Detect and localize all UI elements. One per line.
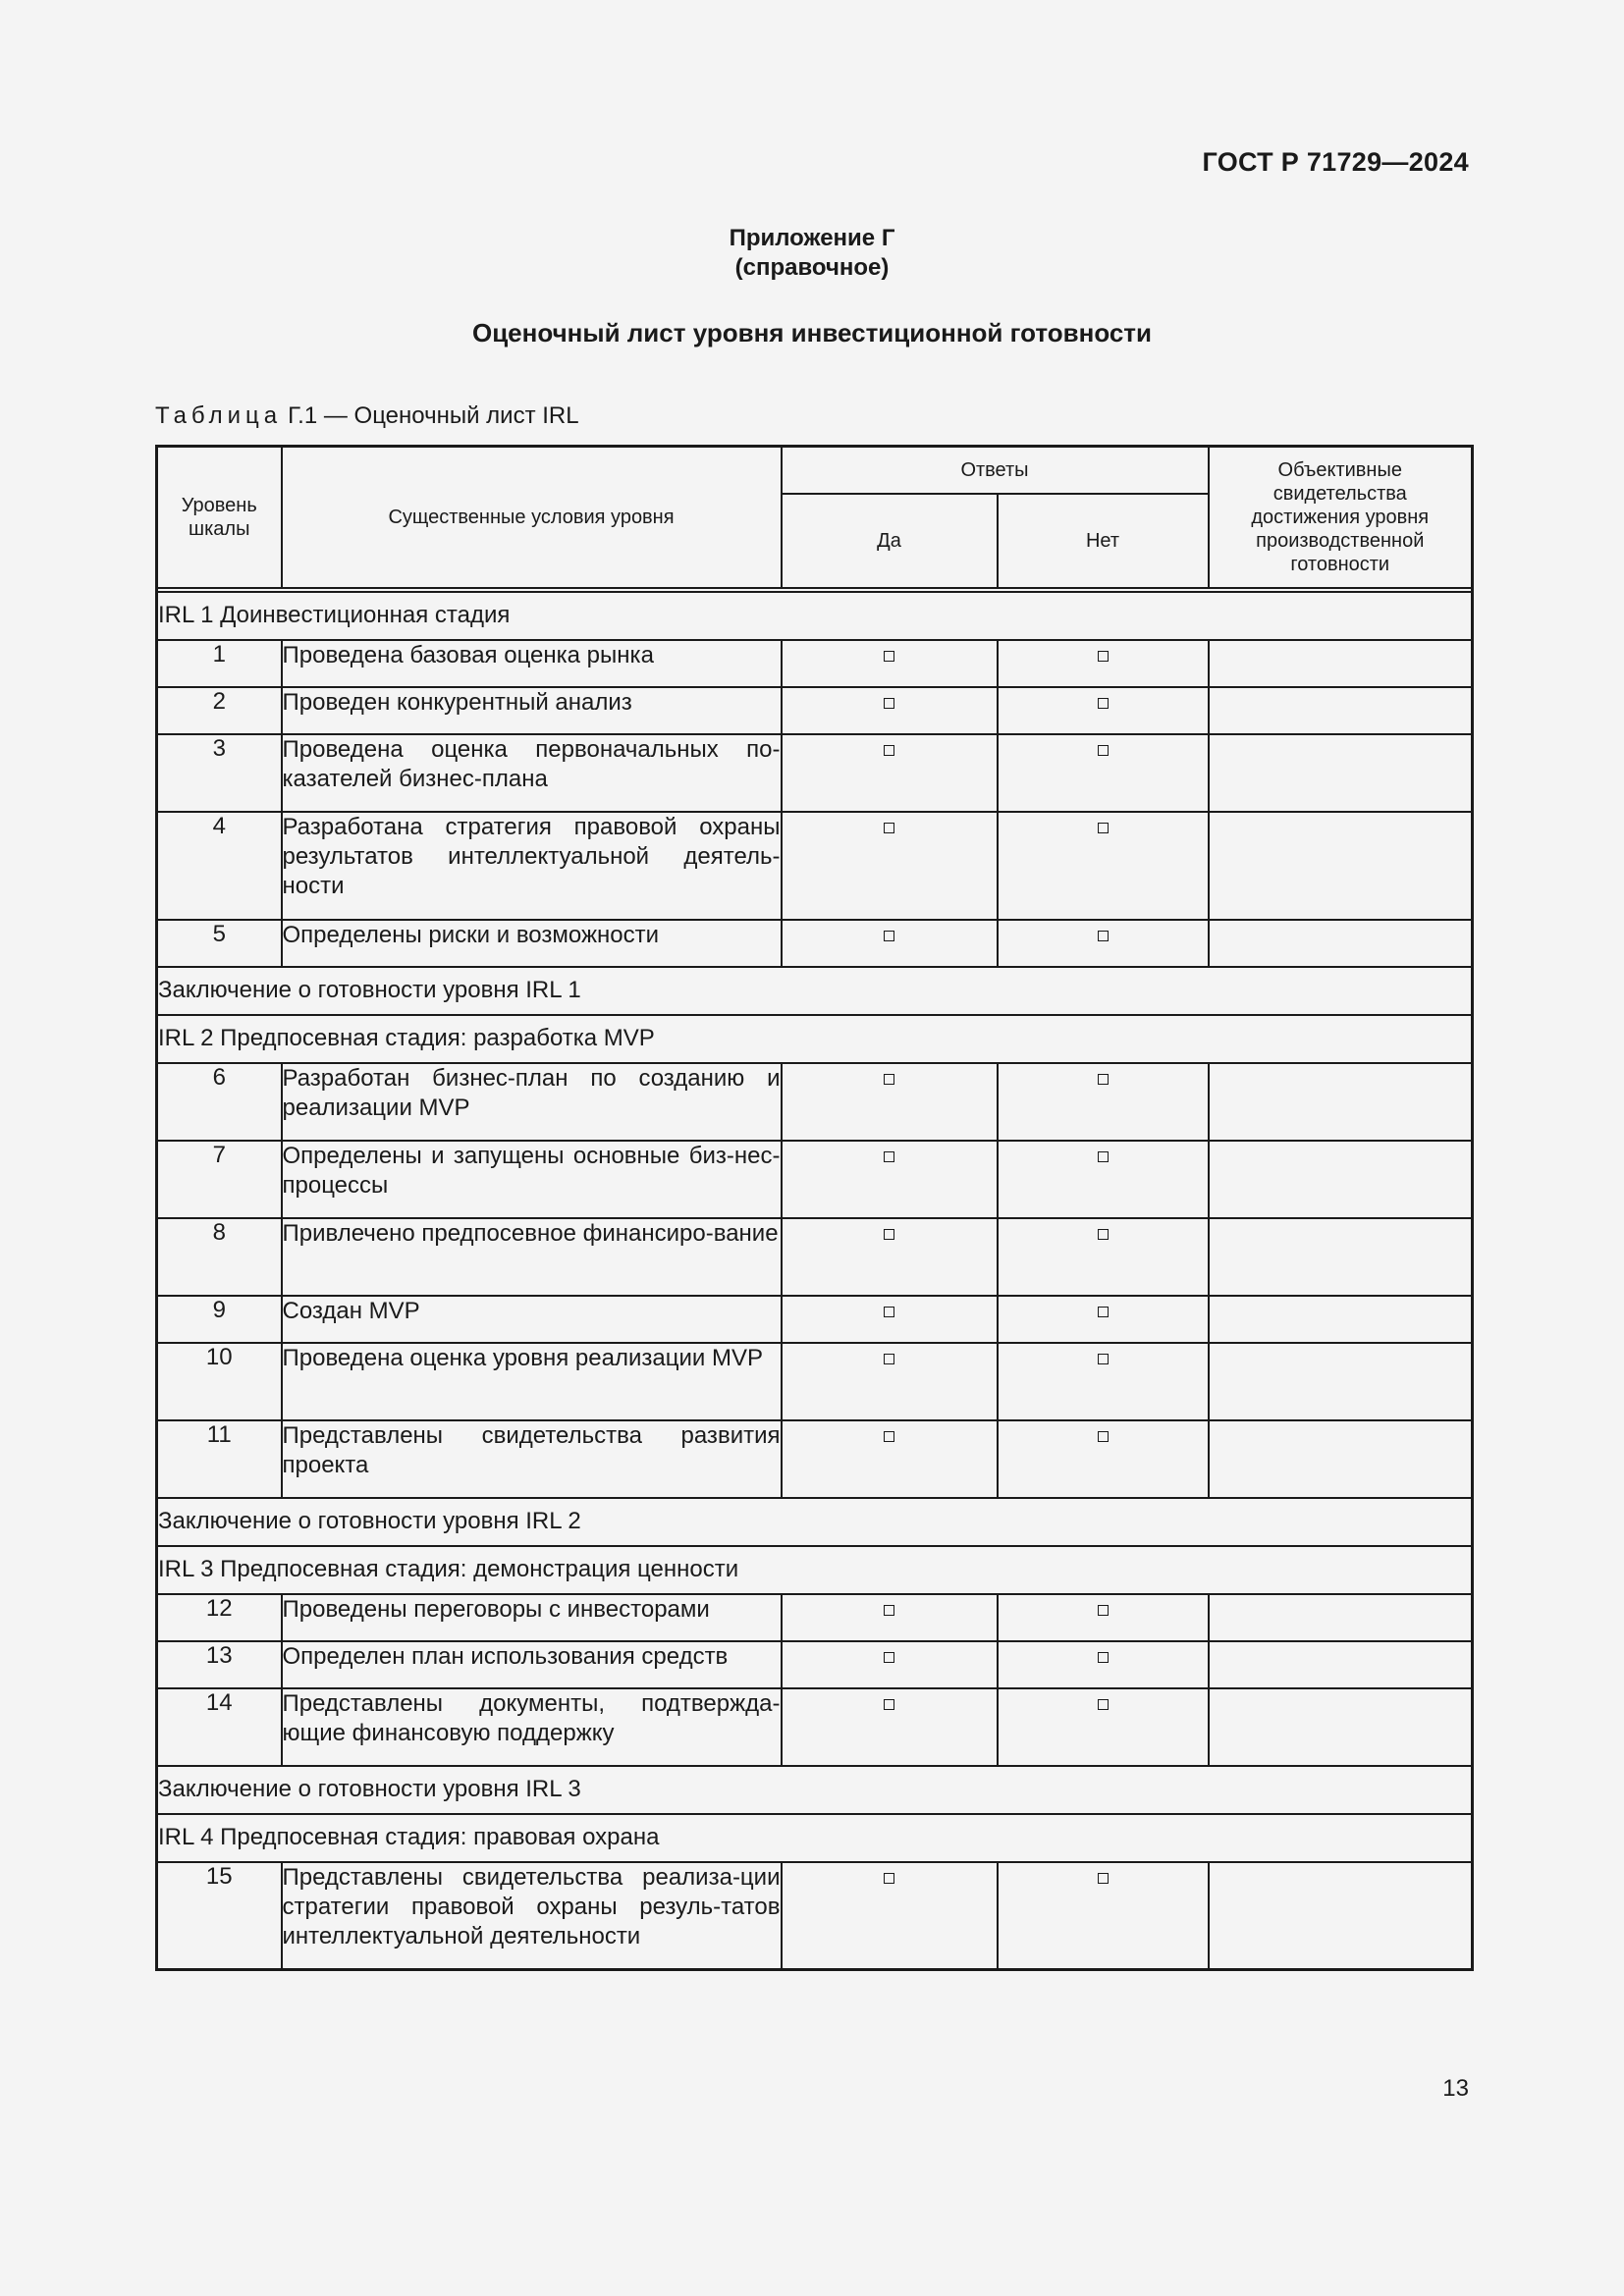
checkbox-icon (1098, 1074, 1109, 1085)
checkbox-icon (1098, 823, 1109, 833)
checkbox-icon (1098, 931, 1109, 941)
row-condition: Определены и запущены основные биз-нес-процессы (282, 1141, 782, 1218)
row-condition: Проведена оценка уровня реализации MVP (282, 1343, 782, 1420)
no-checkbox[interactable] (998, 1688, 1209, 1766)
checkbox-icon (1098, 1431, 1109, 1442)
header-answers: Ответы (782, 447, 1209, 494)
checkbox-icon (1098, 1229, 1109, 1240)
document-code: ГОСТ Р 71729—2024 (1202, 147, 1469, 177)
checkbox-icon (1098, 698, 1109, 709)
checkbox-icon (1098, 1605, 1109, 1616)
row-condition: Представлены свидетельства реализа-ции стратегии правовой охраны резуль-татов интеллектуальной деятельности (282, 1862, 782, 1970)
row-number: 1 (157, 640, 282, 687)
conclusion-irl-1[interactable]: Заключение о готовности уровня IRL 1 (157, 967, 1473, 1015)
row-number: 9 (157, 1296, 282, 1343)
checkbox-icon (884, 1354, 894, 1364)
checkbox-icon (884, 1074, 894, 1085)
header-level (157, 447, 282, 588)
evidence-cell[interactable] (1209, 812, 1473, 920)
checkbox-icon (1098, 1652, 1109, 1663)
table-row (157, 1862, 1473, 1970)
checkbox-icon (884, 1873, 894, 1884)
table-row (157, 687, 1473, 734)
checkbox-icon (884, 823, 894, 833)
row-number: 10 (157, 1343, 282, 1420)
checkbox-icon (884, 1605, 894, 1616)
row-condition: Проведен конкурентный анализ (282, 687, 782, 734)
row-number: 7 (157, 1141, 282, 1218)
row-number: 4 (157, 812, 282, 920)
conclusion-row (157, 1498, 1473, 1546)
no-checkbox[interactable] (998, 1218, 1209, 1296)
no-checkbox[interactable] (998, 1343, 1209, 1420)
row-condition: Разработана стратегия правовой охраны результатов интеллектуальной деятель-ности (282, 812, 782, 920)
section-row (157, 1546, 1473, 1594)
checkbox-icon (884, 1431, 894, 1442)
yes-checkbox[interactable] (782, 734, 998, 812)
yes-checkbox[interactable] (782, 1063, 998, 1141)
header-no: Нет (998, 494, 1209, 588)
row-number: 2 (157, 687, 282, 734)
checkbox-icon (1098, 1699, 1109, 1710)
checkbox-icon (884, 931, 894, 941)
conclusion-irl-2[interactable]: Заключение о готовности уровня IRL 2 (157, 1498, 1473, 1546)
document-title: Оценочный лист уровня инвестиционной готовности (471, 318, 1153, 347)
no-checkbox[interactable] (998, 1296, 1209, 1343)
page-number: 13 (1442, 2075, 1469, 2102)
checkbox-icon (884, 745, 894, 756)
table-caption (155, 402, 579, 430)
table-row (157, 1641, 1473, 1688)
header-level-line1: Уровень (181, 494, 257, 516)
header-conditions: Существенные условия уровня (282, 447, 782, 588)
row-condition: Представлены документы, подтвержда-ющие финансовую поддержку (282, 1688, 782, 1766)
table-row (157, 1141, 1473, 1218)
row-condition: Проведена оценка первоначальных по-казателей бизнес-плана (282, 734, 782, 812)
yes-checkbox[interactable] (782, 1343, 998, 1420)
table-row (157, 1343, 1473, 1420)
no-checkbox[interactable] (998, 640, 1209, 687)
evidence-cell[interactable] (1209, 687, 1473, 734)
yes-checkbox[interactable] (782, 1641, 998, 1688)
no-checkbox[interactable] (998, 734, 1209, 812)
checkbox-icon (1098, 1873, 1109, 1884)
checkbox-icon (884, 1151, 894, 1162)
row-number: 14 (157, 1688, 282, 1766)
evidence-cell[interactable] (1209, 1594, 1473, 1641)
header-evidence: Объективные свидетельства достижения уровня производственной готовности (1209, 447, 1473, 588)
section-row (157, 1814, 1473, 1862)
table-caption-text: Г.1 — Оценочный лист IRL (288, 402, 579, 429)
irl-assessment-table (155, 445, 1474, 1971)
checkbox-icon (1098, 745, 1109, 756)
section-row (157, 1015, 1473, 1063)
no-checkbox[interactable] (998, 687, 1209, 734)
conclusion-irl-3[interactable]: Заключение о готовности уровня IRL 3 (157, 1766, 1473, 1814)
checkbox-icon (1098, 1151, 1109, 1162)
evidence-cell[interactable] (1209, 1862, 1473, 1970)
section-irl-1: IRL 1 Доинвестиционная стадия (157, 592, 1473, 640)
checkbox-icon (1098, 1354, 1109, 1364)
row-condition: Привлечено предпосевное финансиро-вание (282, 1218, 782, 1296)
row-condition: Определены риски и возможности (282, 920, 782, 967)
table-row (157, 920, 1473, 967)
yes-checkbox[interactable] (782, 812, 998, 920)
yes-checkbox[interactable] (782, 1296, 998, 1343)
no-checkbox[interactable] (998, 1862, 1209, 1970)
section-irl-2: IRL 2 Предпосевная стадия: разработка MVP (157, 1015, 1473, 1063)
row-number: 8 (157, 1218, 282, 1296)
yes-checkbox[interactable] (782, 640, 998, 687)
appendix-subtitle: (справочное) (734, 254, 890, 281)
evidence-cell[interactable] (1209, 920, 1473, 967)
evidence-cell[interactable] (1209, 1141, 1473, 1218)
table-row (157, 640, 1473, 687)
row-condition: Разработан бизнес-план по созданию и реализации MVP (282, 1063, 782, 1141)
evidence-cell[interactable] (1209, 1296, 1473, 1343)
evidence-cell[interactable] (1209, 1343, 1473, 1420)
no-checkbox[interactable] (998, 920, 1209, 967)
table-row (157, 1218, 1473, 1296)
checkbox-icon (884, 698, 894, 709)
yes-checkbox[interactable] (782, 1688, 998, 1766)
checkbox-icon (884, 1307, 894, 1317)
yes-checkbox[interactable] (782, 920, 998, 967)
conclusion-row (157, 1766, 1473, 1814)
no-checkbox[interactable] (998, 1141, 1209, 1218)
checkbox-icon (884, 1652, 894, 1663)
table-row (157, 1063, 1473, 1141)
table-row (157, 812, 1473, 920)
header-yes: Да (782, 494, 998, 588)
table-caption-word: Таблица (155, 402, 283, 429)
yes-checkbox[interactable] (782, 1594, 998, 1641)
row-condition: Проведена базовая оценка рынка (282, 640, 782, 687)
row-number: 3 (157, 734, 282, 812)
checkbox-icon (884, 1699, 894, 1710)
row-condition: Определен план использования средств (282, 1641, 782, 1688)
evidence-cell[interactable] (1209, 1063, 1473, 1141)
row-number: 11 (157, 1420, 282, 1498)
section-row (157, 592, 1473, 640)
evidence-cell[interactable] (1209, 1641, 1473, 1688)
conclusion-row (157, 967, 1473, 1015)
yes-checkbox[interactable] (782, 1862, 998, 1970)
row-condition: Представлены свидетельства развития проекта (282, 1420, 782, 1498)
row-number: 5 (157, 920, 282, 967)
row-number: 15 (157, 1862, 282, 1970)
evidence-cell[interactable] (1209, 1420, 1473, 1498)
yes-checkbox[interactable] (782, 687, 998, 734)
no-checkbox[interactable] (998, 812, 1209, 920)
table-header-row (157, 447, 1473, 494)
row-number: 13 (157, 1641, 282, 1688)
section-irl-4: IRL 4 Предпосевная стадия: правовая охрана (157, 1814, 1473, 1862)
table-row (157, 1688, 1473, 1766)
checkbox-icon (1098, 651, 1109, 662)
row-condition: Проведены переговоры с инвесторами (282, 1594, 782, 1641)
table-row (157, 1594, 1473, 1641)
table-row (157, 1420, 1473, 1498)
checkbox-icon (1098, 1307, 1109, 1317)
evidence-cell[interactable] (1209, 1218, 1473, 1296)
row-number: 6 (157, 1063, 282, 1141)
no-checkbox[interactable] (998, 1063, 1209, 1141)
row-condition: Создан MVP (282, 1296, 782, 1343)
section-irl-3: IRL 3 Предпосевная стадия: демонстрация ценности (157, 1546, 1473, 1594)
checkbox-icon (884, 1229, 894, 1240)
header-level-line2: шкалы (189, 517, 250, 540)
yes-checkbox[interactable] (782, 1141, 998, 1218)
no-checkbox[interactable] (998, 1641, 1209, 1688)
evidence-cell[interactable] (1209, 1688, 1473, 1766)
evidence-cell[interactable] (1209, 640, 1473, 687)
row-number: 12 (157, 1594, 282, 1641)
appendix-heading (0, 224, 1624, 283)
no-checkbox[interactable] (998, 1420, 1209, 1498)
yes-checkbox[interactable] (782, 1218, 998, 1296)
evidence-cell[interactable] (1209, 734, 1473, 812)
appendix-title: Приложение Г (729, 225, 895, 251)
no-checkbox[interactable] (998, 1594, 1209, 1641)
table-row (157, 734, 1473, 812)
yes-checkbox[interactable] (782, 1420, 998, 1498)
table-row (157, 1296, 1473, 1343)
checkbox-icon (884, 651, 894, 662)
